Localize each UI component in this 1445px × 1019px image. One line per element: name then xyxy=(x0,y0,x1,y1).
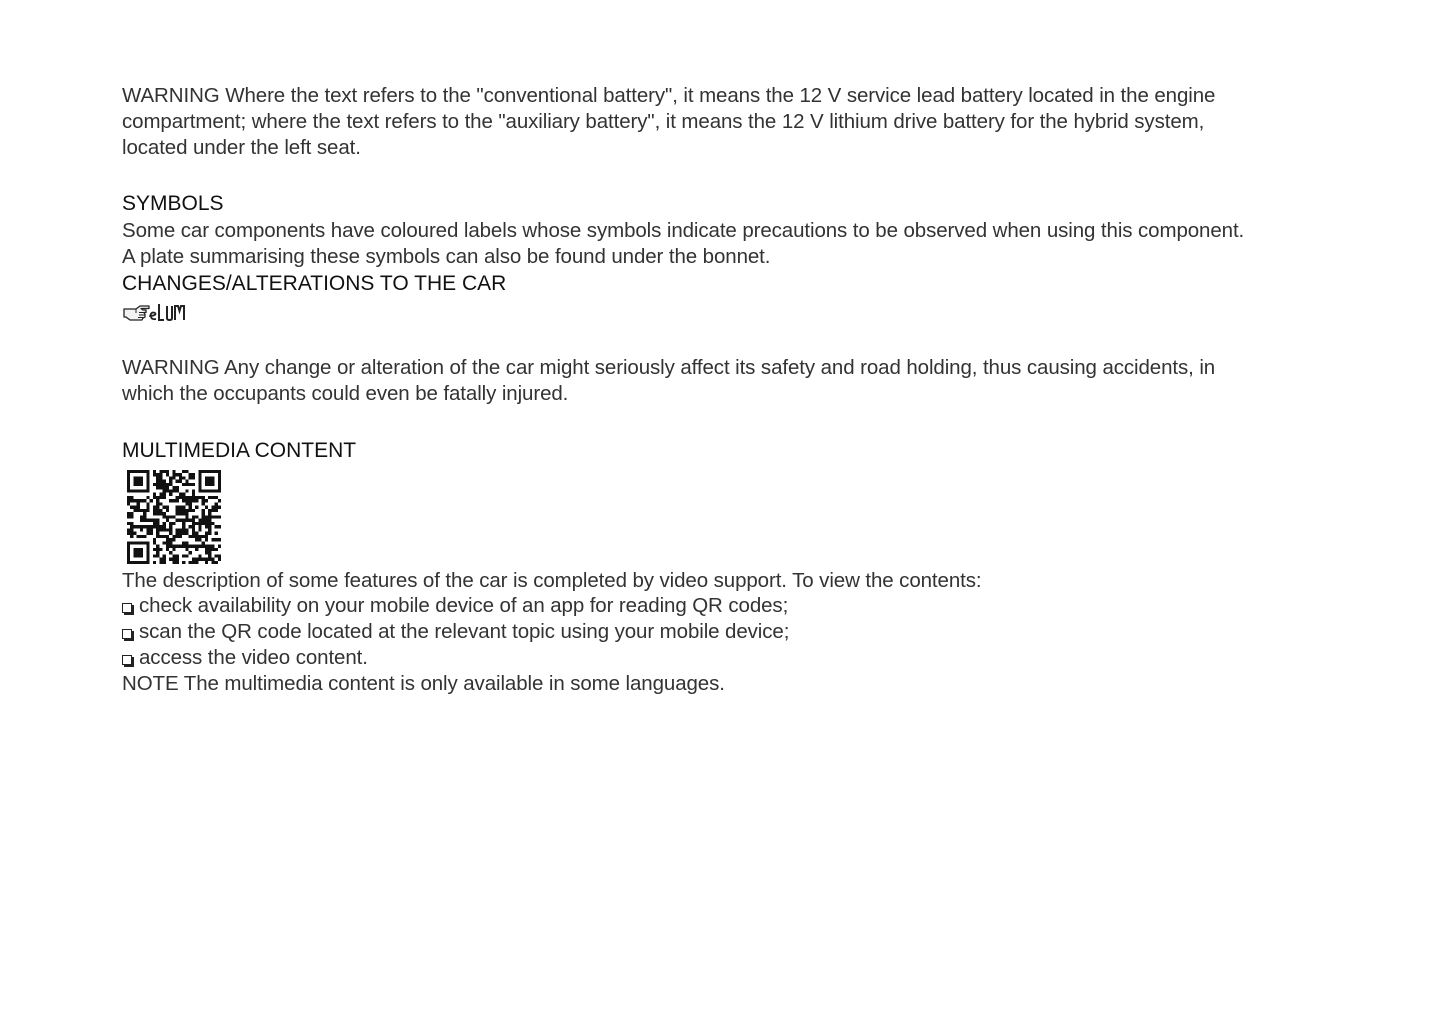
symbols-line-2: A plate summarising these symbols can also be found under the bonnet. xyxy=(122,245,771,269)
step-text: scan the QR code located at the relevant topic using your mobile device; xyxy=(139,620,790,644)
symbols-line-1: Some car components have coloured labels whose symbols indicate precautions to be observed when using this component. xyxy=(122,219,1245,243)
pointing-hand-icon xyxy=(122,300,188,326)
symbols-heading: SYMBOLS xyxy=(122,192,224,216)
multimedia-note: NOTE The multimedia content is only available in some languages. xyxy=(122,671,725,695)
battery-warning: WARNING Where the text refers to the "conventional battery", it means the 12 V service lead battery located in the engine compartment; where the text refers to the "auxiliary battery", it means the 12 V lithium drive battery for the hybrid system, located under the left seat. xyxy=(122,84,1216,159)
multimedia-description: The description of some features of the car is completed by video support. To view the contents: xyxy=(122,568,982,592)
manual-page xyxy=(122,83,1312,697)
checkbox-bullet-icon xyxy=(122,629,132,639)
checkbox-bullet-icon xyxy=(122,603,132,613)
changes-heading: CHANGES/ALTERATIONS TO THE CAR xyxy=(122,271,507,295)
step-text: check availability on your mobile device of an app for reading QR codes; xyxy=(139,594,789,618)
multimedia-heading: MULTIMEDIA CONTENT xyxy=(122,438,357,462)
list-item xyxy=(122,593,1312,619)
list-item xyxy=(122,645,1312,671)
step-text: access the video content. xyxy=(139,645,368,669)
changes-warning: WARNING Any change or alteration of the car might seriously affect its safety and road holding, thus causing accidents, in which the occupants could even be fatally injured. xyxy=(122,355,1216,405)
checkbox-bullet-icon xyxy=(122,655,132,665)
qr-code-icon xyxy=(127,470,221,564)
changes-icon-row xyxy=(122,298,1312,328)
list-item xyxy=(122,619,1312,645)
